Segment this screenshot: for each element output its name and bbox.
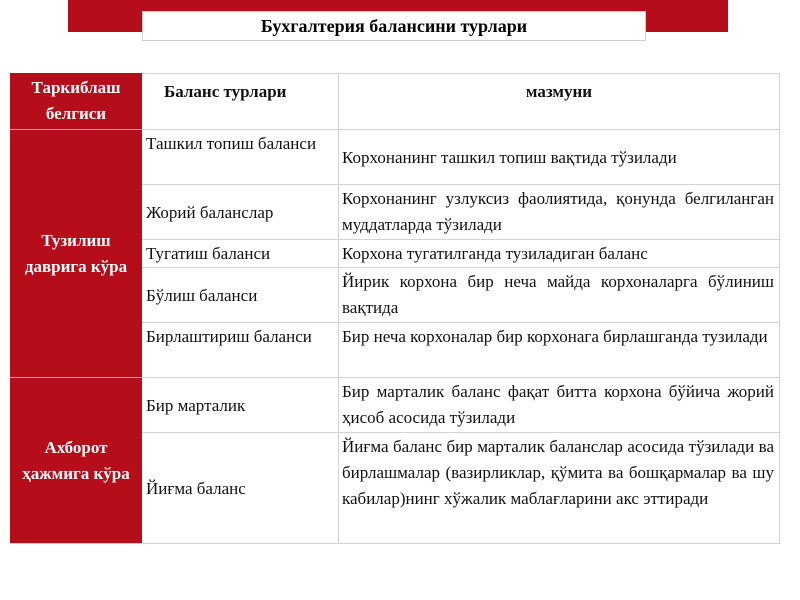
table-border (142, 322, 780, 323)
table-row-type: Жорий баланслар (146, 203, 274, 222)
table-row-content: Корхонанинг ташкил топиш вақтида тўзилади (342, 148, 677, 167)
table-row-content: Корхона тугатилганда тузиладиган баланс (342, 244, 648, 263)
table-border (142, 73, 780, 74)
table-border (338, 73, 339, 543)
page-title: Бухгалтерия балансини турлари (142, 11, 646, 41)
group-information-volume: Ахборот ҳажмига кўра (10, 377, 142, 543)
table-row-type: Тугатиш баланси (146, 244, 271, 263)
table-row-content: Йирик корхона бир неча майда корхоналарга бўлиниш вақтида (342, 272, 774, 317)
table-row-type: Бўлиш баланси (146, 286, 258, 305)
table-border (142, 432, 780, 433)
table-border (142, 184, 780, 185)
table-row-type: Ташкил топиш баланси (146, 134, 317, 153)
group-formation-period: Тузилиш даврига кўра (10, 129, 142, 377)
table-border (142, 267, 780, 268)
header-type: Баланс турлари (164, 82, 287, 101)
table-border (142, 129, 780, 130)
table-row-content: Бир марталик баланс фақат битта корхона бўйича жорий ҳисоб асосида тўзилади (342, 382, 774, 427)
table-row-type: Бирлаштириш баланси (146, 327, 312, 346)
header-content: мазмуни (525, 82, 593, 101)
table-border (10, 543, 780, 544)
table-row-content: Йиғма баланс бир марталик баланслар асосида тўзилади ва бирлашмалар (вазирликлар, қўмита ва бошқармалар ва шу кабилар)нинг хўжалик маблағларини акс эттиради (342, 437, 774, 508)
table-row-content: Корхонанинг узлуксиз фаолиятида, қонунда белгиланган муддатларда тўзилади (342, 189, 774, 234)
table-row-type: Йиғма баланс (146, 479, 246, 498)
table-border (779, 73, 780, 543)
table-border (142, 239, 780, 240)
table-row-content: Бир неча корхоналар бир корхонага бирлашганда тузилади (342, 327, 768, 346)
table-border (142, 377, 780, 378)
table-row-type: Бир марталик (146, 396, 246, 415)
header-sign: Таркиблаш белгиси (31, 78, 121, 123)
